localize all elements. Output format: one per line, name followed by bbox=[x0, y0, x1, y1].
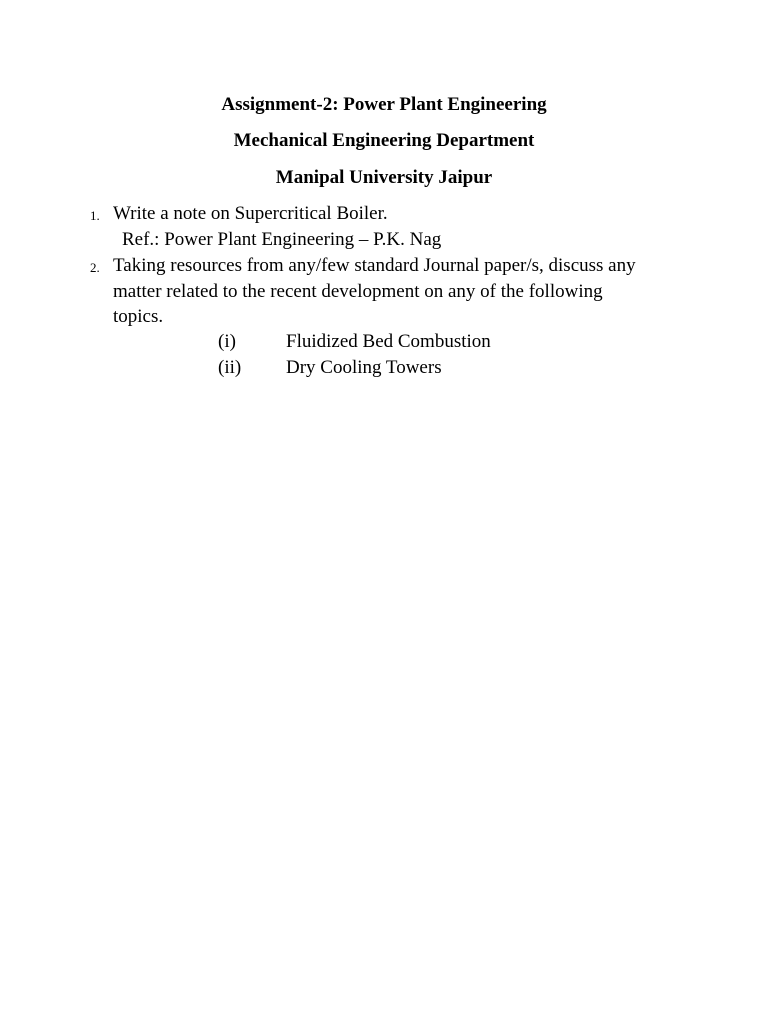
subitem-2-text: Dry Cooling Towers bbox=[286, 357, 442, 378]
subitem-1-marker: (i) bbox=[218, 331, 236, 352]
university-name: Manipal University Jaipur bbox=[275, 167, 493, 188]
question-1-reference: Ref.: Power Plant Engineering – P.K. Nag bbox=[122, 229, 442, 250]
question-1-number: 1. bbox=[90, 208, 100, 223]
question-2-number: 2. bbox=[90, 260, 100, 275]
question-1-text: Write a note on Supercritical Boiler. bbox=[113, 203, 388, 224]
question-2-line-1: Taking resources from any/few standard Journal paper/s, discuss any bbox=[113, 255, 636, 276]
assignment-title: Assignment-2: Power Plant Engineering bbox=[221, 94, 547, 115]
question-2-line-2: matter related to the recent development on any of the following bbox=[113, 281, 603, 302]
subitem-2-marker: (ii) bbox=[218, 357, 242, 378]
department-name: Mechanical Engineering Department bbox=[233, 130, 535, 151]
question-2-line-3: topics. bbox=[113, 306, 164, 327]
subitem-1-text: Fluidized Bed Combustion bbox=[286, 331, 491, 352]
